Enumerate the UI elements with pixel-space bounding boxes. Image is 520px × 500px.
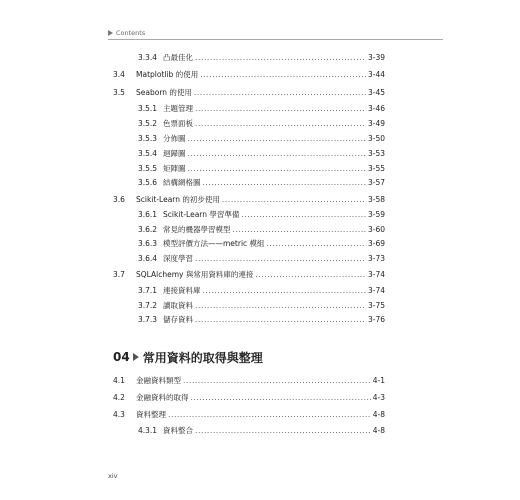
header-label: Contents — [116, 29, 146, 37]
toc-entry-title: Scikit-Learn 學習準備 — [163, 210, 240, 219]
toc-leader-dots — [241, 209, 366, 221]
toc-entry-title: 資料整合 — [163, 426, 193, 435]
toc-entry-page: 3-59 — [367, 210, 385, 219]
toc-entry-page: 4-8 — [372, 410, 385, 419]
header-rule — [108, 39, 443, 40]
toc-entry-title: 讀取資料 — [163, 301, 193, 310]
toc-entry-page: 3-76 — [367, 315, 385, 324]
toc-entry[interactable] — [138, 224, 385, 236]
toc-entry-title: Seaborn 的使用 — [136, 88, 192, 97]
play-arrow-icon — [133, 353, 139, 361]
toc-entry[interactable] — [113, 87, 385, 99]
toc-entry[interactable] — [113, 409, 385, 421]
toc-leader-dots — [194, 87, 366, 99]
toc-entry-title: 金融資料類型 — [136, 376, 181, 385]
toc-entry[interactable] — [138, 118, 385, 130]
toc-entry-number: 3.6 — [113, 195, 125, 204]
toc-leader-dots — [188, 148, 366, 160]
toc-entry-title: 矩陣圖 — [163, 164, 186, 173]
toc-leader-dots — [222, 194, 366, 206]
toc-leader-dots — [255, 269, 366, 281]
toc-entry[interactable] — [138, 209, 385, 221]
toc-entry[interactable] — [138, 177, 385, 189]
toc-entry-page: 3-46 — [367, 104, 385, 113]
toc-entry-number: 4.1 — [113, 376, 125, 385]
toc-entry-number: 3.6.4 — [138, 254, 158, 263]
toc-leader-dots — [195, 103, 366, 115]
toc-entry-number: 3.5.4 — [138, 149, 158, 158]
toc-entry-number: 3.4 — [113, 70, 125, 79]
toc-entry-number: 3.7.1 — [138, 286, 158, 295]
toc-entry[interactable] — [138, 163, 385, 175]
toc-entry-page: 4-1 — [372, 376, 385, 385]
toc-entry-number: 3.5.6 — [138, 178, 158, 187]
toc-entry-title: 資料整理 — [136, 410, 166, 419]
toc-entry[interactable] — [138, 314, 385, 326]
toc-entry-title: 深度學習 — [163, 254, 193, 263]
toc-entry-number: 3.5.5 — [138, 164, 158, 173]
toc-entry[interactable] — [138, 285, 385, 297]
toc-entry-number: 4.3 — [113, 410, 125, 419]
toc-entry-title: 色票面板 — [163, 119, 193, 128]
toc-entry-title: 連接資料庫 — [163, 286, 201, 295]
toc-entry-page: 3-75 — [367, 301, 385, 310]
toc-entry-page: 3-69 — [367, 239, 385, 248]
toc-entry-page: 3-74 — [367, 270, 385, 279]
toc-entry-number: 3.7 — [113, 270, 125, 279]
toc-entry-title: 結構網格圖 — [163, 178, 201, 187]
toc-entry-page: 4-3 — [372, 393, 385, 402]
toc-entry-number: 3.6.3 — [138, 239, 158, 248]
toc-entry-page: 3-60 — [367, 225, 385, 234]
toc-entry-page: 3-39 — [367, 53, 385, 62]
toc-entry-number: 4.2 — [113, 393, 125, 402]
toc-entry-title: 模型評價方法——metric 模組 — [163, 239, 265, 248]
toc-leader-dots — [188, 163, 366, 175]
toc-entry-title: Matplotlib 的使用 — [136, 70, 199, 79]
toc-leader-dots — [203, 285, 366, 297]
toc-entry-number: 3.5.2 — [138, 119, 158, 128]
toc-entry[interactable] — [113, 375, 385, 387]
triangle-icon — [108, 30, 113, 36]
toc-entry-title: 主題管理 — [163, 104, 193, 113]
toc-entry-page: 3-55 — [367, 164, 385, 173]
toc-leader-dots — [188, 133, 366, 145]
toc-entry[interactable] — [113, 69, 385, 81]
toc-entry-title: 常見的機器學習模型 — [163, 225, 231, 234]
toc-entry-page: 3-45 — [367, 88, 385, 97]
toc-leader-dots — [195, 253, 366, 265]
toc-entry-page: 3-49 — [367, 119, 385, 128]
toc-entry-number: 3.7.3 — [138, 315, 158, 324]
chapter-heading[interactable] — [113, 347, 263, 367]
toc-entry-page: 3-53 — [367, 149, 385, 158]
toc-entry[interactable] — [138, 238, 385, 250]
toc-entry-page: 3-73 — [367, 254, 385, 263]
toc-entry[interactable] — [138, 300, 385, 312]
toc-leader-dots — [233, 224, 366, 236]
running-header — [108, 28, 443, 40]
toc-leader-dots — [267, 238, 366, 250]
toc-entry-number: 3.5.3 — [138, 134, 158, 143]
toc-leader-dots — [195, 314, 366, 326]
toc-entry-title: 金融資料的取得 — [136, 393, 189, 402]
toc-entry-title: Scikit-Learn 的初步使用 — [136, 195, 220, 204]
toc-entry-title: 儲存資料 — [163, 315, 193, 324]
toc-entry[interactable] — [138, 52, 385, 64]
toc-leader-dots — [195, 52, 366, 64]
toc-leader-dots — [195, 300, 366, 312]
toc-entry-number: 3.6.2 — [138, 225, 158, 234]
toc-entry-number: 4.3.1 — [138, 426, 158, 435]
toc-entry[interactable] — [113, 392, 385, 404]
toc-entry-page: 3-58 — [367, 195, 385, 204]
toc-entry[interactable] — [113, 194, 385, 206]
toc-leader-dots — [200, 69, 366, 81]
toc-entry-title: 迴歸圖 — [163, 149, 186, 158]
toc-entry-number: 3.7.2 — [138, 301, 158, 310]
toc-entry[interactable] — [138, 253, 385, 265]
chapter-title: 常用資料的取得與整理 — [142, 350, 263, 365]
toc-entry-title: 凸最佳化 — [163, 53, 193, 62]
toc-entry[interactable] — [138, 425, 385, 437]
page-number: xiv — [108, 472, 118, 480]
toc-leader-dots — [195, 425, 371, 437]
toc-entry[interactable] — [138, 133, 385, 145]
toc-entry-number: 3.5 — [113, 88, 125, 97]
toc-leader-dots — [183, 375, 371, 387]
toc-entry[interactable] — [138, 103, 385, 115]
toc-entry-title: SQLAlchemy 與常用資料庫的連接 — [136, 270, 254, 279]
toc-entry-number: 3.5.1 — [138, 104, 158, 113]
toc-entry-page: 3-44 — [367, 70, 385, 79]
toc-leader-dots — [168, 409, 371, 421]
toc-entry-page: 3-57 — [367, 178, 385, 187]
toc-entry-page: 3-50 — [367, 134, 385, 143]
toc-entry[interactable] — [138, 148, 385, 160]
toc-entry-page: 3-74 — [367, 286, 385, 295]
toc-leader-dots — [195, 118, 366, 130]
toc-leader-dots — [203, 177, 366, 189]
toc-entry-number: 3.6.1 — [138, 210, 158, 219]
toc-entry-title: 分佈圖 — [163, 134, 186, 143]
chapter-number: 04 — [113, 350, 130, 364]
toc-leader-dots — [191, 392, 371, 404]
toc-entry-page: 4-8 — [372, 426, 385, 435]
toc-entry-number: 3.3.4 — [138, 53, 158, 62]
toc-entry[interactable] — [113, 269, 385, 281]
